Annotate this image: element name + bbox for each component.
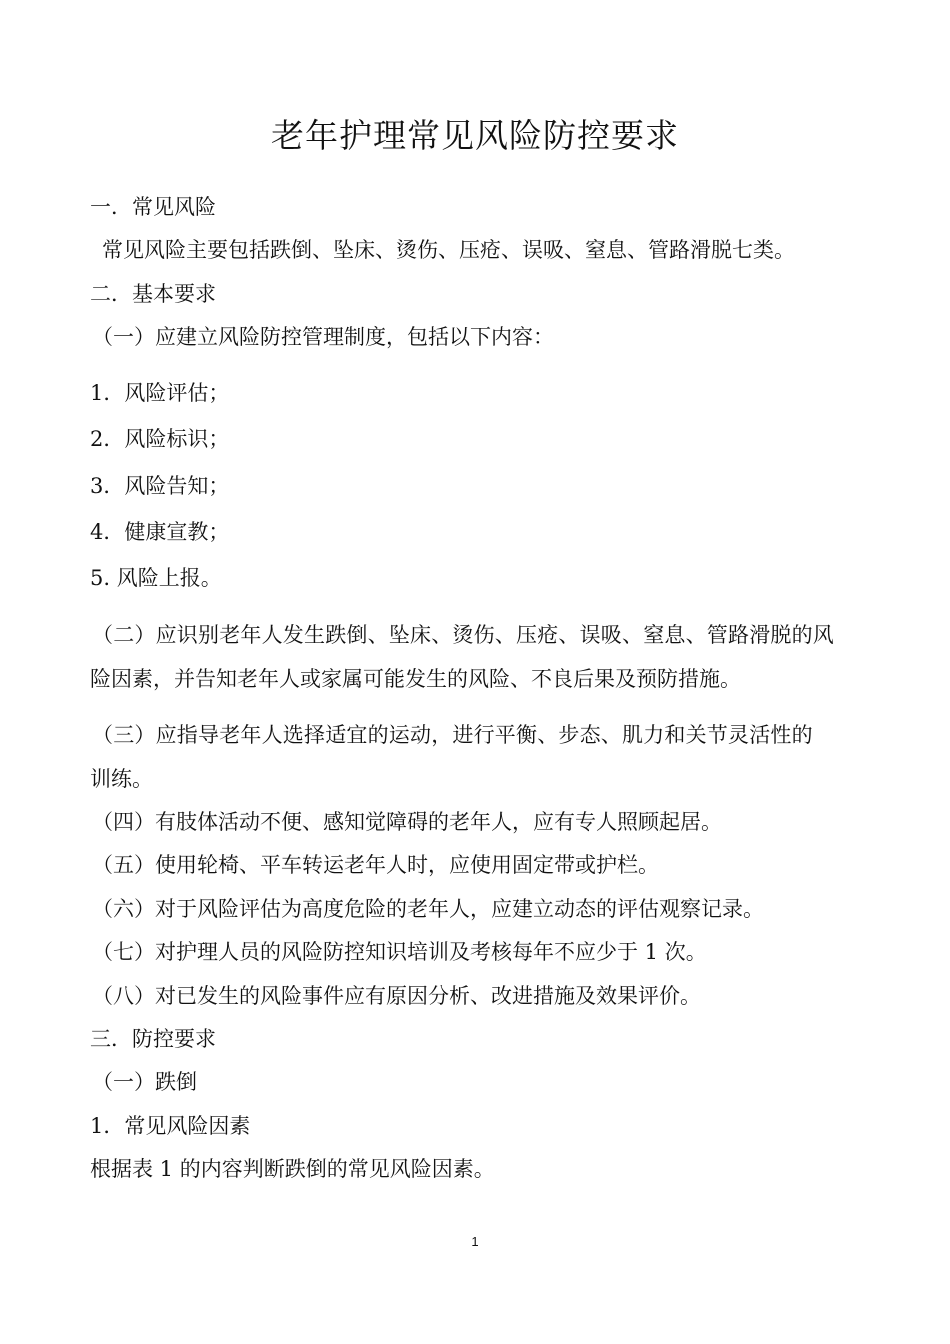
paragraph-identify-risks-line1: （二）应识别老年人发生跌倒、坠床、烫伤、压疮、误吸、窒息、管路滑脱的风 — [92, 623, 834, 647]
list-item-1: 1．风险评估； — [90, 381, 230, 405]
list-item-3: 3．风险告知； — [90, 474, 230, 498]
paragraph-item-4: （四）有肢体活动不便、感知觉障碍的老年人，应有专人照顾起居。 — [92, 810, 722, 834]
subsection-heading-falls: （一）跌倒 — [92, 1070, 197, 1094]
paragraph-exercise-line1: （三）应指导老年人选择适宜的运动，进行平衡、步态、肌力和关节灵活性的 — [92, 723, 813, 747]
paragraph-item-5: （五）使用轮椅、平车转运老年人时，应使用固定带或护栏。 — [92, 853, 659, 877]
list-item-4: 4．健康宣教； — [90, 520, 230, 544]
list-item-5: 5. 风险上报。 — [90, 566, 222, 590]
subheading-common-risk-factors: 1．常见风险因素 — [90, 1114, 251, 1138]
section-heading-common-risks: 一．常见风险 — [90, 195, 216, 219]
page-number: 1 — [471, 1234, 479, 1249]
paragraph-exercise-line2: 训练。 — [90, 767, 153, 791]
paragraph-identify-risks-line2: 险因素，并告知老年人或家属可能发生的风险、不良后果及预防措施。 — [90, 667, 741, 691]
section-heading-basic-requirements: 二．基本要求 — [90, 282, 216, 306]
list-item-2: 2．风险标识； — [90, 427, 230, 451]
paragraph-common-risks: 常见风险主要包括跌倒、坠床、烫伤、压疮、误吸、窒息、管路滑脱七类。 — [102, 238, 795, 262]
paragraph-item-8: （八）对已发生的风险事件应有原因分析、改进措施及效果评价。 — [92, 984, 701, 1008]
section-heading-prevention: 三．防控要求 — [90, 1027, 216, 1051]
paragraph-item-7: （七）对护理人员的风险防控知识培训及考核每年不应少于 1 次。 — [92, 940, 707, 964]
subsection-heading-1: （一）应建立风险防控管理制度，包括以下内容： — [92, 325, 554, 349]
paragraph-table-reference: 根据表 1 的内容判断跌倒的常见风险因素。 — [90, 1157, 495, 1181]
document-title: 老年护理常见风险防控要求 — [271, 116, 679, 155]
paragraph-item-6: （六）对于风险评估为高度危险的老年人，应建立动态的评估观察记录。 — [92, 897, 764, 921]
